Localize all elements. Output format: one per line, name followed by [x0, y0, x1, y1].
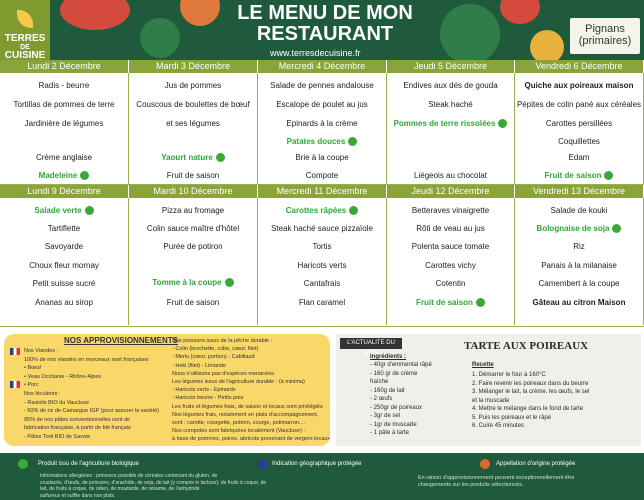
ingredient-item: - 160 gr de crème: [370, 370, 418, 377]
menu-item: Steak haché sauce pizzaïole: [271, 224, 373, 233]
supply-line: - Raviolis BIO du Vaucluse: [24, 399, 90, 406]
bio-leaf-icon: [85, 206, 94, 215]
igp-seal-icon: [258, 459, 268, 469]
supply-title: NOS APPROVISIONNEMENTS: [64, 336, 178, 345]
menu-item: Salade de kouki: [550, 206, 608, 215]
recipe-step: 3. Mélanger le lait, la crème, les œufs, le sel: [472, 389, 590, 395]
supply-panel: [4, 334, 330, 446]
ingredient-item: - 3gr de sel: [370, 413, 401, 419]
legend-bio: Produit issu de l'agriculture biologique: [38, 461, 139, 467]
menu-item: Haricots verts: [297, 261, 347, 270]
menu-item: Savoyarde: [44, 242, 84, 251]
recipe-step: et la muscade: [472, 397, 510, 404]
legend-igp: Indication géographique protégée: [272, 461, 362, 467]
terres-de-cuisine-logo: TERRES DE CUISINE: [0, 0, 50, 60]
ingredient-item: - 1gr de muscade: [370, 421, 417, 428]
news-tag: L'ACTUALITE DU MOIS: [340, 338, 402, 349]
menu-item: Radis - beurre: [38, 81, 90, 90]
page-title: LE MENU DE MON RESTAURANT: [237, 2, 413, 45]
bio-leaf-icon: [348, 137, 357, 146]
tomato-illustration: [500, 0, 540, 24]
day-header: Mardi 3 Décembre: [129, 60, 257, 73]
menu-item: Epinards à la crème: [286, 119, 358, 128]
day-header: Mercredi 4 Décembre: [258, 60, 386, 73]
website-link[interactable]: www.terresdecuisine.fr: [270, 48, 361, 58]
supply-line: Les fruits et légumes frais, de saison et locaux sont privilégiés: [172, 403, 323, 410]
menu-item: Carottes râpées: [258, 206, 386, 216]
tomato-illustration: [60, 0, 130, 30]
recipe-step: 1. Démarrer le four à 160°C: [472, 372, 546, 378]
day-column: [387, 73, 515, 185]
menu-item: Brie à la coupe: [295, 153, 349, 162]
supply-line: 100% de nos viandes en morceaux sont françaises: [24, 356, 149, 363]
recipe-title: TARTE AUX POIREAUX: [464, 340, 589, 352]
leaf-illustration: [140, 18, 180, 58]
day-column: [0, 73, 129, 185]
menu-item: Flan caramel: [298, 298, 346, 307]
menu-header: [0, 0, 644, 60]
menu-item: Fruit de saison: [387, 298, 514, 308]
day-header: Mardi 10 Décembre: [129, 185, 257, 198]
allergen-line: Informations allergènes : présence possible de céréales contenant du gluten, de: [40, 473, 218, 479]
bio-leaf-icon: [612, 224, 621, 233]
menu-item: Pépites de colin pané aux céréales: [516, 100, 642, 109]
allergen-line: sulfureux et sulfite dans nos plats.: [40, 492, 116, 499]
flower-illustration: [530, 30, 564, 60]
bio-leaf-icon: [498, 119, 507, 128]
menu-item: Fruit de saison: [166, 171, 220, 180]
menu-item: Purée de potiron: [163, 242, 223, 251]
leaf-icon: [17, 10, 33, 28]
ingredients-title: Ingrédients :: [370, 354, 407, 360]
bio-leaf-icon: [225, 278, 234, 287]
supply-line: - Colin (brochette, cube, cœur, filet): [172, 346, 259, 353]
menu-item: Panais à la milanaise: [541, 261, 617, 270]
supply-line: - Haricots verts - Epinards: [172, 387, 236, 394]
ingredient-item: fraîche: [370, 379, 389, 385]
day-header: Vendredi 13 Décembre: [515, 185, 643, 198]
menu-item: Jardinière de légumes: [24, 119, 104, 128]
menu-item: Ananas au sirop: [35, 298, 93, 307]
menu-item: et ses légumes: [166, 119, 220, 128]
menu-item: Tortis: [312, 242, 332, 251]
day-column: [515, 198, 644, 325]
menu-item: Edam: [568, 153, 590, 162]
day-column: [129, 73, 258, 185]
menu-item: Fruit de saison: [515, 171, 643, 181]
menu-item: Colin sauce maître d'hôtel: [146, 224, 240, 233]
menu-item: Tortillas de pommes de terre: [13, 100, 115, 109]
supply-line: - Hoki (filet) - Limande: [172, 362, 227, 369]
day-column: [258, 73, 387, 185]
supply-line: Nos féculents :: [24, 391, 61, 397]
menu-item: Polenta sauce tomate: [411, 242, 490, 251]
legend-footer: [0, 453, 644, 500]
bio-leaf-icon: [349, 206, 358, 215]
menu-item: Escalope de poulet au jus: [276, 100, 368, 109]
supply-line: fabrication française, à partir de blé français: [24, 425, 131, 432]
supply-line: Les légumes issus de l'agriculture durable : (à minima): [172, 379, 305, 385]
day-header: Lundi 9 Décembre: [0, 185, 128, 198]
menu-item: Steak haché: [428, 100, 473, 109]
day-header: Mercredi 11 Décembre: [258, 185, 386, 198]
supply-line: Nos compotes sont fabriquées localement (Vaucluse) :: [172, 428, 305, 435]
supply-line: - Pâtes Torti BIO de Savoie: [24, 434, 91, 440]
school-badge: Pignans (primaires): [570, 18, 640, 54]
supply-line: - 50% de riz de Camargue IGP (pour assurer la variété): [24, 408, 160, 415]
menu-item: Gâteau au citron Maison: [532, 298, 626, 307]
bio-leaf-icon: [476, 298, 485, 307]
menu-item: Pizza au fromage: [161, 206, 225, 215]
day-column: [515, 73, 644, 185]
supply-line: à base de pommes, poires, abricots provenant de vergers locaux: [172, 436, 330, 443]
recipe-step: 2. Faire revenir les poireaux dans du beurre: [472, 380, 589, 387]
menu-item: Fruit de saison: [166, 298, 220, 307]
day-header: Lundi 2 Décembre: [0, 60, 128, 73]
supply-line: • Porc: [24, 382, 39, 389]
menu-item: Endives aux dés de gouda: [403, 81, 498, 90]
supply-line: Nos légumes frais, notamment en plats d'accompagnement,: [172, 411, 319, 418]
supply-line: Nous n'utilisons pas d'espèces menacées.: [172, 370, 276, 377]
france-flag-icon: [10, 348, 20, 355]
disclaimer-line: changements sur les produits sélectionnés.: [418, 482, 524, 488]
menu-item: Cotentin: [435, 279, 466, 288]
day-header: Jeudi 12 Décembre: [387, 185, 514, 198]
day-column: [387, 198, 515, 325]
menu-item: Bolognaise de soja: [515, 224, 643, 234]
supply-line: sont : carotte, courgette, potiron, courge, potimarron....: [172, 420, 305, 426]
day-header: Vendredi 6 Décembre: [515, 60, 643, 73]
recipe-step: 6. Cuire 45 minutes: [472, 423, 525, 429]
menu-item: Rôti de veau au jus: [416, 224, 485, 233]
recipe-label: Recette: [472, 362, 494, 368]
leaf-illustration: [440, 4, 500, 60]
gardener-illustration: [180, 0, 220, 26]
menu-item: Camembert à la coupe: [538, 279, 620, 288]
supply-line: 95% de nos pâtes conventionnelles sont de: [24, 416, 131, 423]
bio-leaf-icon: [18, 459, 28, 469]
menu-item: Compote: [305, 171, 339, 180]
bio-leaf-icon: [80, 171, 89, 180]
menu-item: Jus de pommes: [164, 81, 222, 90]
menu-item: Salade de pennes andalouse: [270, 81, 374, 90]
ingredient-item: - 2 œufs: [370, 396, 393, 402]
menu-item: Coquillettes: [558, 137, 600, 146]
menu-item: Carottes vichy: [425, 261, 476, 270]
supply-line: • Bœuf: [24, 365, 41, 372]
menu-item: Salade verte: [0, 206, 128, 216]
menu-item: Carottes persillées: [545, 119, 613, 128]
ingredient-item: - 40gr d'emmental râpé: [370, 362, 432, 368]
disclaimer-line: En raison d'approvisionnement peuvent exceptionnellement être: [418, 475, 575, 481]
supply-line: • Veau Occitanie - Rhône-Alpes: [24, 373, 102, 380]
supply-line: - Haricots beurre - Petits pois: [172, 395, 244, 402]
allergen-line: crustacés, d'œufs, de poissons, d'arachide, de soja, de lait (y compris le lactose), de fruits à coque, de: [40, 479, 267, 486]
menu-item: Riz: [573, 242, 585, 251]
menu-item: Betteraves vinaigrette: [411, 206, 490, 215]
menu-item: Quiche aux poireaux maison: [524, 81, 634, 90]
recipe-step: 4. Mettre le mélange dans le fond de tarte: [472, 406, 584, 412]
menu-item: Madeleine: [0, 171, 128, 181]
menu-item: Liégeois au chocolat: [414, 171, 487, 180]
allergen-line: lait, de fruits à coque, de céleri, de moutarde, de sésame, de l'anhydride: [40, 486, 200, 492]
menu-item: Cantafrais: [303, 279, 341, 288]
menu-item: Pommes de terre rissolées: [387, 119, 514, 129]
menu-item: Choux fleur mornay: [29, 261, 99, 270]
menu-item: Couscous de boulettes de bœuf: [136, 100, 250, 109]
bio-leaf-icon: [216, 153, 225, 162]
menu-item: Yaourt nature: [129, 153, 257, 163]
legend-aop: Appellation d'origine protégée: [496, 461, 576, 467]
ingredient-item: - 250gr de poireaux: [370, 404, 423, 411]
day-column: [129, 198, 258, 325]
supply-line: - Merlu (cœur, portion) - Cabillaud: [172, 354, 255, 361]
france-flag-icon: [10, 381, 20, 388]
recipe-step: 5. Puis les poireaux et le râpé: [472, 414, 552, 421]
menu-item: Petit suisse sucré: [32, 279, 96, 288]
ingredient-item: - 160g de lait: [370, 387, 405, 394]
day-column: [258, 198, 387, 325]
menu-item: Crème anglaise: [35, 153, 93, 162]
day-header: Jeudi 5 Décembre: [387, 60, 514, 73]
grid-bottom-border: [0, 326, 644, 327]
ingredient-item: - 1 pâte à tarte: [370, 430, 410, 436]
menu-item: Tomme à la coupe: [129, 278, 257, 288]
bio-leaf-icon: [604, 171, 613, 180]
supply-line: Nos poissons issus de la pêche durable :: [172, 338, 272, 344]
day-column: [0, 198, 129, 325]
aop-seal-icon: [480, 459, 490, 469]
menu-item: Patates douces: [258, 137, 386, 147]
menu-item: Tartiflette: [47, 224, 81, 233]
supply-line: Nos Viandes :: [24, 348, 59, 354]
recipe-panel: [336, 334, 641, 446]
